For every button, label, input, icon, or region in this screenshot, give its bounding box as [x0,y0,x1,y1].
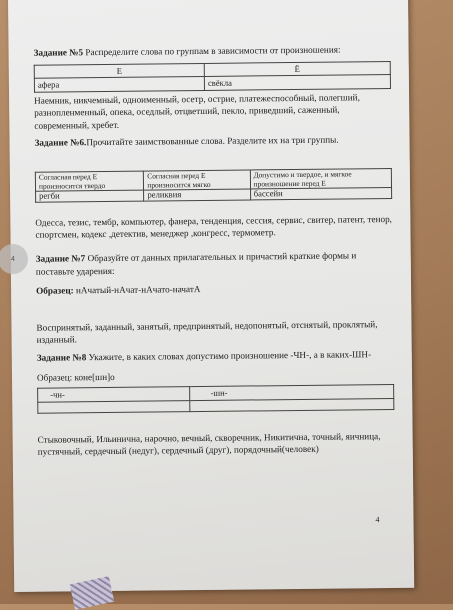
task-8 [37,348,395,459]
task-7-example-value: нАчатый-нАчат-нАчато-начатА [75,284,201,296]
task-6-instruction: Прочитайте заимствованные слова. Разделите их на три группы. [86,134,339,148]
task-5-table [34,61,391,93]
task-7-example-label: Образец: [36,285,74,296]
task-6-heading [34,133,391,149]
task-5-cell-e: афера [34,77,204,92]
task-8-header-shn: -шн- [190,385,394,401]
task-8-words: Стыковочный, Ильинична, нарочно, вечный, скворечник, Никитична, точный, яичница, пустячный, сердечный (недуг), сердечный (друг), порядочный(человек) [37,430,381,458]
task-5-title: Задание №5 [33,47,84,58]
task-6-header-soft: Согласная перед Е произносится мягко [144,170,250,190]
task-5-header-yo: Ё [204,61,390,77]
task-6-header-hard: Согласная перед Е произносится твердо [35,171,144,191]
task-5 [34,43,392,132]
task-8-instruction: Укажите, в каких словах допустимо произношение -ЧН-, а в каких-ШН- [88,349,372,363]
task-8-title: Задание №8 [36,352,87,363]
task-5-instruction: Распределите слова по группам в зависимости от произношения: [85,44,341,58]
task-7-instruction: Образуйте от данных прилагательных и причастий краткие формы и поставьте ударения: [35,250,357,277]
task-6-cell-both: бассейн [250,187,391,199]
task-7 [36,249,394,347]
task-7-title: Задание №7 [35,253,86,264]
task-5-heading [34,43,391,59]
document-page [8,0,414,592]
task-6-title: Задание №6. [34,137,87,148]
task-8-example: Образец: коне[шн]о [36,371,115,383]
task-6-table [35,168,392,203]
page-number: 4 [375,515,380,525]
task-8-header-chn: -чн- [38,387,191,402]
task-6-cell-hard: регби [36,190,144,202]
task-5-cell-yo: свёкла [204,75,390,91]
task-6-cell-soft: реликвия [144,189,250,201]
side-tab-label: 4 [11,255,15,263]
task-6-words: Одесса, тезис, тембр, компьютер, фанера, тенденция, сессия, сервис, свитер, патент, тенор, спортсмен, кодекс ,детектив, менеджер ,конгресс, термометр. [35,213,392,240]
task-7-heading [36,249,393,278]
task-8-cell-shn [190,398,394,411]
task-5-words: Наемник, никчемный, одноименный, осетр, острие, платежеспособный, полегший, разнопленменный, опека, оседлый, отцветший, пекло, приведший, саженный, современный, хребет. [34,92,360,131]
task-7-example [36,281,393,297]
task-6-header-both: Допустимо и твердое, и мягкое произношение перед Е [250,168,392,188]
task-8-table [37,384,394,413]
task-6 [34,133,392,242]
task-7-words: Воспринятый, заданный, занятый, предпринятый, недопонятый, отснятый, проклятый, изданный. [36,318,378,346]
task-8-heading [37,348,394,364]
task-8-cell-chn [38,400,190,413]
task-5-header-e: Е [34,63,204,78]
